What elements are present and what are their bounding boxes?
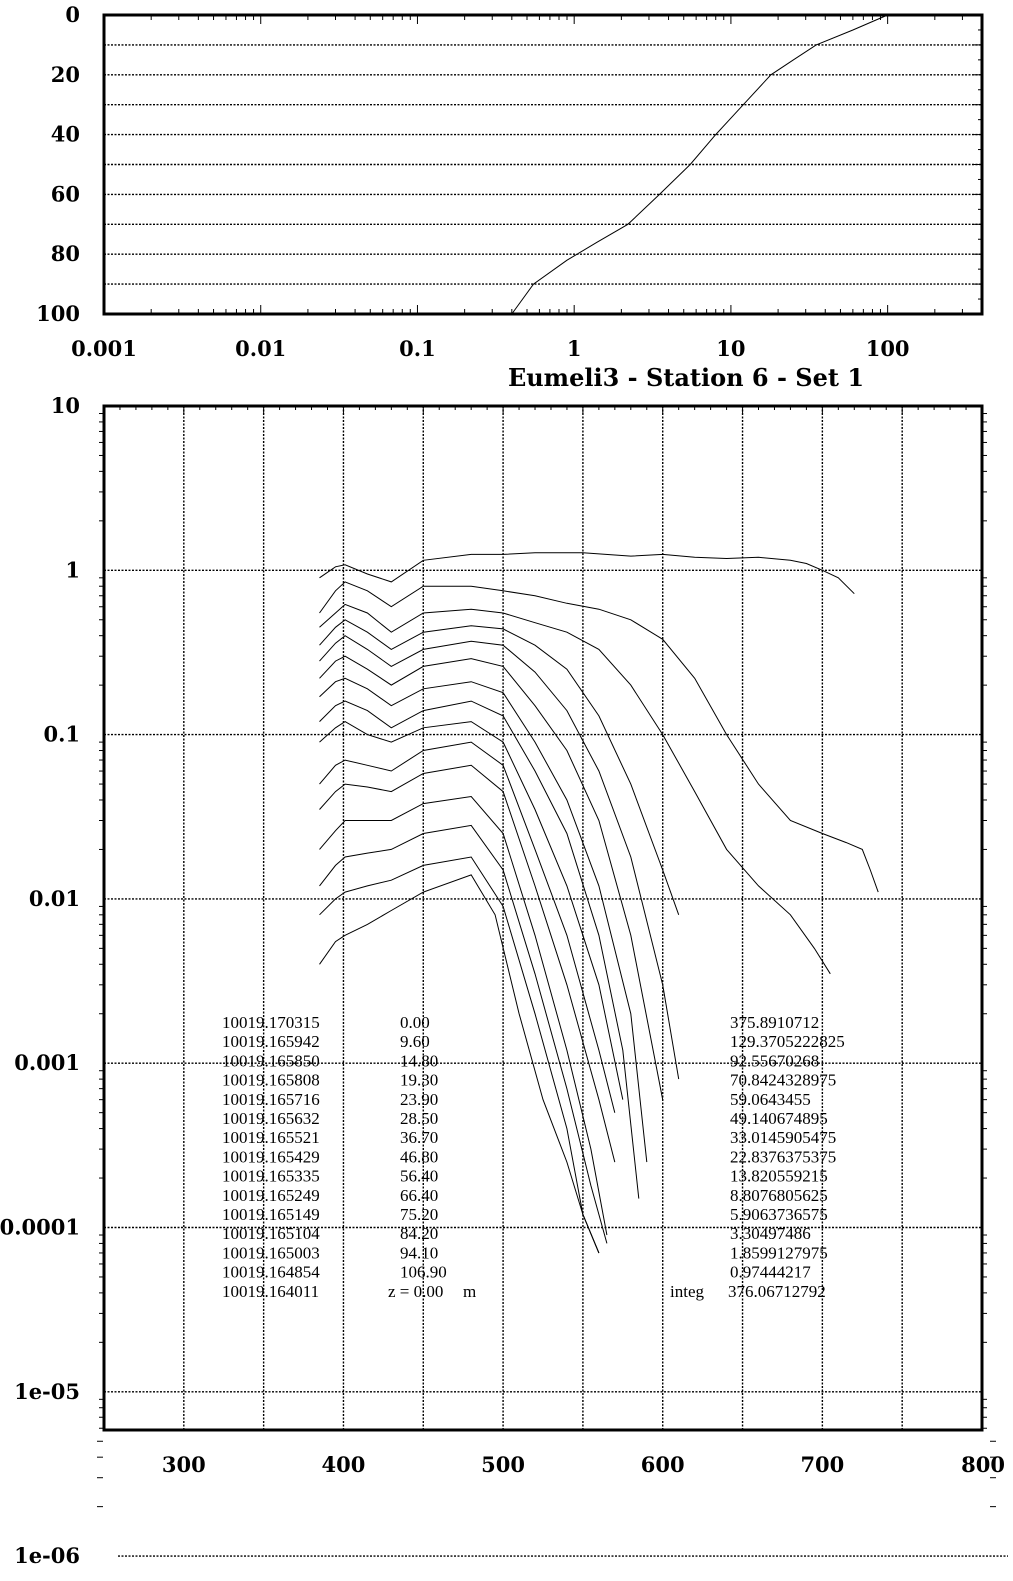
top-x-tick-label: 10 — [716, 336, 746, 361]
top-x-tick-label: 1 — [566, 336, 582, 361]
main-x-tick-label: 700 — [800, 1452, 845, 1477]
top-y-tick-label: 40 — [50, 121, 80, 147]
top-y-tick-label: 60 — [50, 181, 80, 207]
spectrum-line — [320, 797, 607, 1236]
footer-unit: m — [463, 1281, 477, 1301]
spectrum-line — [320, 701, 639, 1199]
table-value-cell: 129.3705222825 — [730, 1032, 845, 1052]
top-y-tick-labels — [36, 2, 80, 326]
table-row — [222, 1224, 811, 1243]
spectrum-line — [320, 553, 855, 594]
top-x-tick-label: 100 — [865, 336, 910, 361]
table-depth-cell: 46.80 — [400, 1147, 439, 1167]
spectrum-line — [320, 620, 679, 915]
main-y-tick-label: 1e-06 — [14, 1543, 80, 1569]
table-row — [222, 1071, 836, 1090]
table-row — [222, 1205, 828, 1224]
table-row — [222, 1167, 828, 1186]
spectrum-line — [320, 656, 663, 1099]
table-row — [222, 1032, 845, 1051]
table-time-cell: 10019.165149 — [222, 1205, 320, 1224]
table-value-cell: 5.9063736575 — [730, 1205, 828, 1224]
table-depth-cell: 75.20 — [400, 1205, 439, 1224]
spectrum-line — [320, 875, 599, 1253]
main-y-tick-label: 0.01 — [28, 885, 80, 911]
main-y-tick-label: 1e-05 — [14, 1378, 80, 1404]
main-y-tick-labels — [0, 393, 80, 1568]
table-time-cell: 10019.165003 — [222, 1243, 320, 1263]
table-time-cell: 10019.165335 — [222, 1166, 320, 1186]
table-time-cell: 10019.165521 — [222, 1128, 320, 1148]
main-tick-marks — [97, 406, 996, 1507]
main-x-tick-label: 800 — [961, 1452, 1005, 1477]
top-y-tick-label: 0 — [65, 2, 80, 27]
table-depth-cell: 36.70 — [400, 1128, 439, 1148]
table-value-cell: 33.0145905475 — [730, 1128, 837, 1148]
table-time-cell: 10019.165104 — [222, 1224, 320, 1244]
main-gridlines — [104, 406, 1008, 1556]
table-value-cell: 375.8910712 — [730, 1013, 820, 1032]
spectrum-line — [320, 857, 599, 1253]
top-plot — [36, 2, 982, 361]
table-value-cell: 49.140674895 — [730, 1109, 828, 1128]
main-plot — [0, 393, 1008, 1568]
main-x-tick-label: 400 — [321, 1452, 366, 1477]
table-time-cell: 10019.165632 — [222, 1109, 320, 1128]
main-y-tick-label: 1 — [65, 557, 80, 583]
table-depth-cell: 23.90 — [400, 1089, 439, 1109]
table-time-cell: 10019.165850 — [222, 1051, 320, 1071]
table-row — [222, 1147, 836, 1166]
table-row — [222, 1243, 828, 1262]
table-row — [222, 1109, 828, 1128]
table-time-cell: 10019.165716 — [222, 1089, 320, 1109]
table-time-cell: 10019.164854 — [222, 1262, 320, 1282]
table-value-cell: 3.30497486 — [730, 1224, 811, 1244]
table-row — [222, 1051, 819, 1070]
top-y-tick-label: 20 — [50, 61, 80, 87]
top-x-tick-label: 0.01 — [235, 336, 287, 361]
footer-time-cell: 10019.164011 — [222, 1281, 320, 1301]
main-x-tick-label: 300 — [161, 1452, 206, 1477]
table-value-cell: 1.8599127975 — [730, 1243, 828, 1263]
table-depth-cell: 0.00 — [400, 1013, 430, 1032]
main-x-tick-label: 600 — [640, 1452, 685, 1477]
table-depth-cell: 9.60 — [400, 1032, 430, 1052]
table-depth-cell: 28.50 — [400, 1109, 439, 1128]
spectrum-line — [320, 636, 679, 1079]
table-row — [222, 1090, 811, 1109]
footer-integ-label: integ — [670, 1281, 704, 1301]
table-depth-cell: 94.10 — [400, 1243, 439, 1263]
main-y-tick-label: 0.0001 — [0, 1214, 80, 1240]
table-time-cell: 10019.165249 — [222, 1185, 320, 1205]
spectrum-line — [320, 742, 615, 1113]
data-table — [222, 1013, 845, 1301]
top-x-tick-label: 0.1 — [399, 336, 436, 361]
table-time-cell: 10019.170315 — [222, 1013, 320, 1032]
top-gridlines — [104, 45, 982, 284]
table-depth-cell: 56.40 — [400, 1166, 439, 1186]
table-depth-cell: 84.20 — [400, 1224, 439, 1244]
top-y-tick-label: 80 — [50, 241, 80, 267]
spectrum-line — [320, 825, 607, 1243]
spectrum-line — [320, 722, 623, 1100]
top-x-tick-label: 0.001 — [71, 336, 137, 361]
table-time-cell: 10019.165808 — [222, 1070, 320, 1090]
table-row — [222, 1128, 836, 1147]
chart-title: Eumeli3 - Station 6 - Set 1 — [507, 363, 865, 392]
footer-integ-value: 376.06712792 — [728, 1281, 826, 1301]
table-value-cell: 70.8424328975 — [730, 1070, 837, 1090]
main-y-tick-label: 10 — [50, 393, 80, 418]
footer-z-label: z = 0.00 — [388, 1281, 444, 1301]
main-x-tick-labels — [162, 1452, 1005, 1477]
table-value-cell: 8.8076805625 — [730, 1185, 828, 1205]
table-footer-row — [222, 1282, 826, 1301]
table-depth-cell: 19.30 — [400, 1070, 439, 1090]
main-y-tick-label: 0.1 — [43, 721, 80, 747]
table-value-cell: 59.0643455 — [730, 1089, 811, 1109]
table-value-cell: 92.55670268 — [730, 1051, 820, 1071]
table-time-cell: 10019.165429 — [222, 1147, 320, 1167]
main-x-tick-label: 500 — [481, 1452, 526, 1477]
table-depth-cell: 106.90 — [400, 1262, 447, 1282]
table-value-cell: 22.8376375375 — [730, 1147, 837, 1167]
top-x-tick-labels — [71, 336, 909, 361]
table-depth-cell: 66.40 — [400, 1185, 439, 1205]
main-y-tick-label: 0.001 — [14, 1050, 80, 1076]
table-value-cell: 0.97444217 — [730, 1262, 811, 1282]
top-y-tick-label: 100 — [36, 301, 80, 326]
table-time-cell: 10019.165942 — [222, 1032, 320, 1052]
table-value-cell: 13.820559215 — [730, 1166, 828, 1186]
table-row — [222, 1186, 828, 1205]
table-depth-cell: 14.80 — [400, 1051, 439, 1071]
table-row — [222, 1263, 811, 1282]
table-row — [222, 1013, 819, 1032]
